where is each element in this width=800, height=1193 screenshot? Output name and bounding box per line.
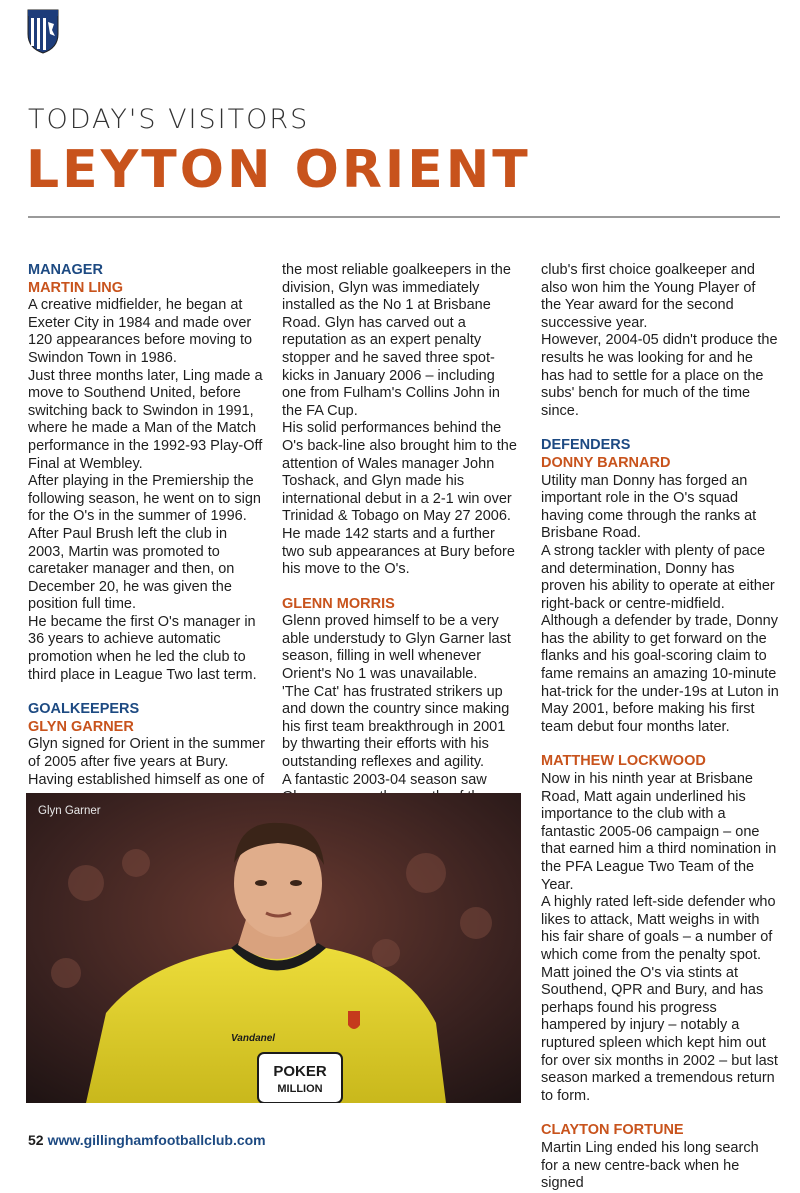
section-kicker: TODAY'S VISITORS — [28, 104, 310, 135]
player-name: GLYN GARNER — [28, 718, 134, 735]
body-paragraph: A strong tackler with plenty of pace and determination, Donny has proven his ability to operate at either right-back or centre-midfield. — [541, 542, 775, 612]
page-title: LEYTON ORIENT — [26, 140, 531, 200]
column-2 — [282, 262, 520, 807]
body-paragraph: Matt joined the O's via stints at Southend, QPR and Bury, and has perhaps found his progress hampered by injury – notably a ruptured spleen which kept him out for over six months in 2002 – but last season marked a tremendous return to form. — [541, 964, 778, 1104]
player-name: CLAYTON FORTUNE — [541, 1122, 684, 1139]
player-name: DONNY BARNARD — [541, 454, 671, 471]
player-photo-illustration — [26, 793, 521, 1103]
page-footer — [28, 1132, 266, 1148]
player-name: GLENN MORRIS — [282, 595, 395, 612]
body-paragraph: However, 2004-05 didn't produce the results he was looking for and he has had to settle for a place on the subs' bench for much of the time since. — [541, 332, 778, 419]
player-photo — [26, 793, 521, 1103]
shirt-brand: Vandanel — [231, 1033, 276, 1044]
body-paragraph: He became the first O's manager in 36 years to achieve automatic promotion when he led the club to third place in League Two last term. — [28, 613, 257, 683]
divider — [28, 216, 780, 218]
body-paragraph: club's first choice goalkeeper and also won him the Young Player of the Year award for the second successive year. — [541, 262, 756, 331]
section-heading-manager: MANAGER — [28, 262, 103, 278]
body-paragraph: Martin Ling ended his long search for a new centre-back when he signed — [541, 1139, 759, 1192]
player-name: MATTHEW LOCKWOOD — [541, 753, 706, 770]
column-1 — [28, 262, 266, 789]
body-paragraph: Just three months later, Ling made a move to Southend United, before switching back to Swindon in 1991, where he made a Man of the Match performance in the 1992-93 Play-Off Final at Wembley. — [28, 367, 263, 472]
website-link[interactable]: www.gillinghamfootballclub.com — [47, 1132, 266, 1148]
body-paragraph: Although a defender by trade, Donny has the ability to get forward on the flanks and his goal-scoring claim to fame remains an amazing 10-minute hat-trick for the under-19s at Luton in May 2001, before making his first team debut four months later. — [541, 613, 779, 735]
body-paragraph: After Paul Brush left the club in 2003, Martin was promoted to caretaker manager and then, on December 20, he was given the position full time. — [28, 525, 235, 613]
player-name: MARTIN LING — [28, 279, 124, 296]
sponsor-line-1: POKER — [273, 1063, 327, 1080]
body-paragraph: A highly rated left-side defender who likes to attack, Matt weighs in with his fair share of goals – a number of which come from the penalty spot. — [541, 894, 776, 963]
section-heading-defenders: DEFENDERS — [541, 437, 631, 454]
body-paragraph: Utility man Donny has forged an important role in the O's squad having come through the ranks at Brisbane Road. — [541, 472, 757, 542]
photo-caption: Glyn Garner — [38, 805, 101, 817]
body-paragraph: 'The Cat' has frustrated strikers up and down the country since making his first team breakthrough in 2001 by thwarting their efforts with his outstanding reflexes and agility. — [282, 683, 510, 771]
body-paragraph: After playing in the Premiership the following season, he went on to sign for the O's in the summer of 1996. — [28, 473, 261, 525]
body-paragraph: Glyn signed for Orient in the summer of 2005 after five years at Bury. Having established himself as one of — [28, 736, 265, 788]
body-paragraph: A fantastic 2003-04 season saw — [282, 771, 487, 788]
body-paragraph: the most reliable goalkeepers in the division, Glyn was immediately installed as the No 1 at Brisbane Road. Glyn has carved out a reputation as an expert penalty stopper and he saved three spot-kicks in January 2006 – including one from Fulham's Collins John in the FA Cup. — [282, 262, 511, 419]
column-3 — [541, 262, 779, 1193]
sponsor-line-2: MILLION — [277, 1083, 323, 1095]
body-paragraph: His solid performances behind the O's back-line also brought him to the attention of Wales manager John Toshack, and Glyn made his international debut in a 2-1 win over Trinidad & Tobago on May 27 2006. He made 142 starts and a further two sub appearances at Bury before his move to the O's. — [282, 420, 517, 578]
section-heading-goalkeepers: GOALKEEPERS — [28, 701, 140, 718]
page-number: 52 — [28, 1132, 44, 1148]
club-crest-logo — [26, 6, 60, 54]
body-paragraph: Glenn proved himself to be a very able understudy to Glyn Garner last season, filling in well whenever Orient's No 1 was unavailable. — [282, 613, 511, 683]
body-paragraph: A creative midfielder, he began at Exeter City in 1984 and made over 120 appearances before moving to Swindon Town in 1986. — [28, 297, 253, 366]
body-paragraph: Now in his ninth year at Brisbane Road, Matt again underlined his importance to the club with a fantastic 2005-06 campaign – one that earned him a third nomination in the PFA League Two Team of the Year. — [541, 771, 777, 893]
